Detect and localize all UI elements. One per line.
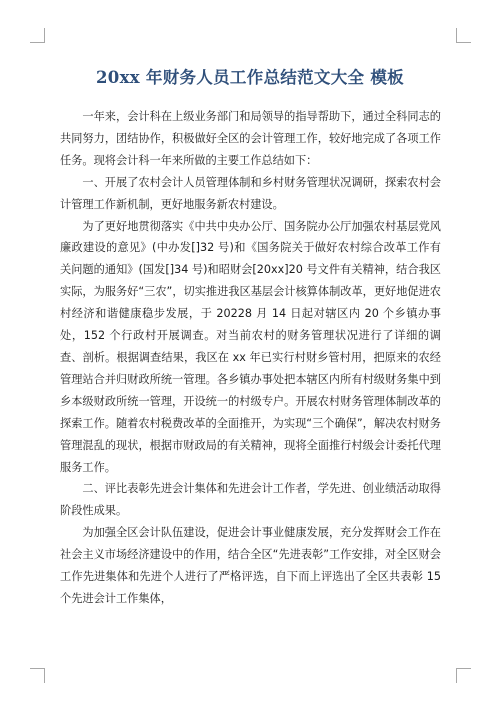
document-body — [60, 106, 441, 610]
document-title: 20xx 年财务人员工作总结范文大全 模板 — [96, 68, 404, 87]
paragraph-section-1-body: 为了更好地贯彻落实《中共中央办公厅、国务院办公厅加强农村基层党风廉政建设的意见》(中办发[]32 号)和《国务院关于做好农村综合改革工作有关问题的通知》(国发[]34 号)和昭财会[20xx]20 号文件有关精神，结合我区实际，为服务好“三农”，切实推进我区基层会计核算体制改革，更好地促进农村经济和谐健康稳步发展，于 20228 月 14 日起对辖区内 20 个乡镇办事处，152 个行政村开展调查。对当前农村的财务管理状况进行了详细的调查、剖析。根据调查结果，我区在 xx 年已实行村财乡管村用，把原来的农经管理站合并归财政所统一管理。各乡镇办事处把本辖区内所有村级财务集中到乡本级财政所统一管理，开设统一的村级专户。开展农村财务管理体制改革的探索工作。随着农村税费改革的全面推开，为实现“三个确保”，解决农村财务管理混乱的现状，根据市财政局的有关精神，现将全面推行村级会计委托代理服务工作。 — [60, 219, 441, 474]
crop-mark-bottom-left — [30, 668, 45, 683]
paragraph-section-1-heading: 一、开展了农村会计人员管理体制和乡村财务管理状况调研，探索农村会计管理工作新机制，更好地服务新农村建设。 — [60, 175, 441, 211]
paragraph-section-2-heading: 二、评比表彰先进会计集体和先进会计工作者，学先进、创业绩活动取得阶段性成果。 — [60, 482, 441, 518]
paragraph-intro: 一年来，会计科在上级业务部门和局领导的指导帮助下，通过全科同志的共同努力，团结协作，积极做好全区的会计管理工作，较好地完成了各项工作任务。现将会计科一年来所做的主要工作总结如下： — [60, 110, 441, 167]
crop-mark-top-right — [456, 28, 471, 43]
paragraph-section-2-body: 为加强全区会计队伍建设，促进会计事业健康发展，充分发挥财会工作在社会主义市场经济建设中的作用，结合全区“先进表彰”工作安排，对全区财会工作先进集体和先进个人进行了严格评选，自下而上评选出了全区共表彰 15 个先进会计工作集体， — [60, 526, 441, 605]
crop-mark-bottom-right — [456, 668, 471, 683]
crop-mark-top-left — [30, 28, 45, 43]
